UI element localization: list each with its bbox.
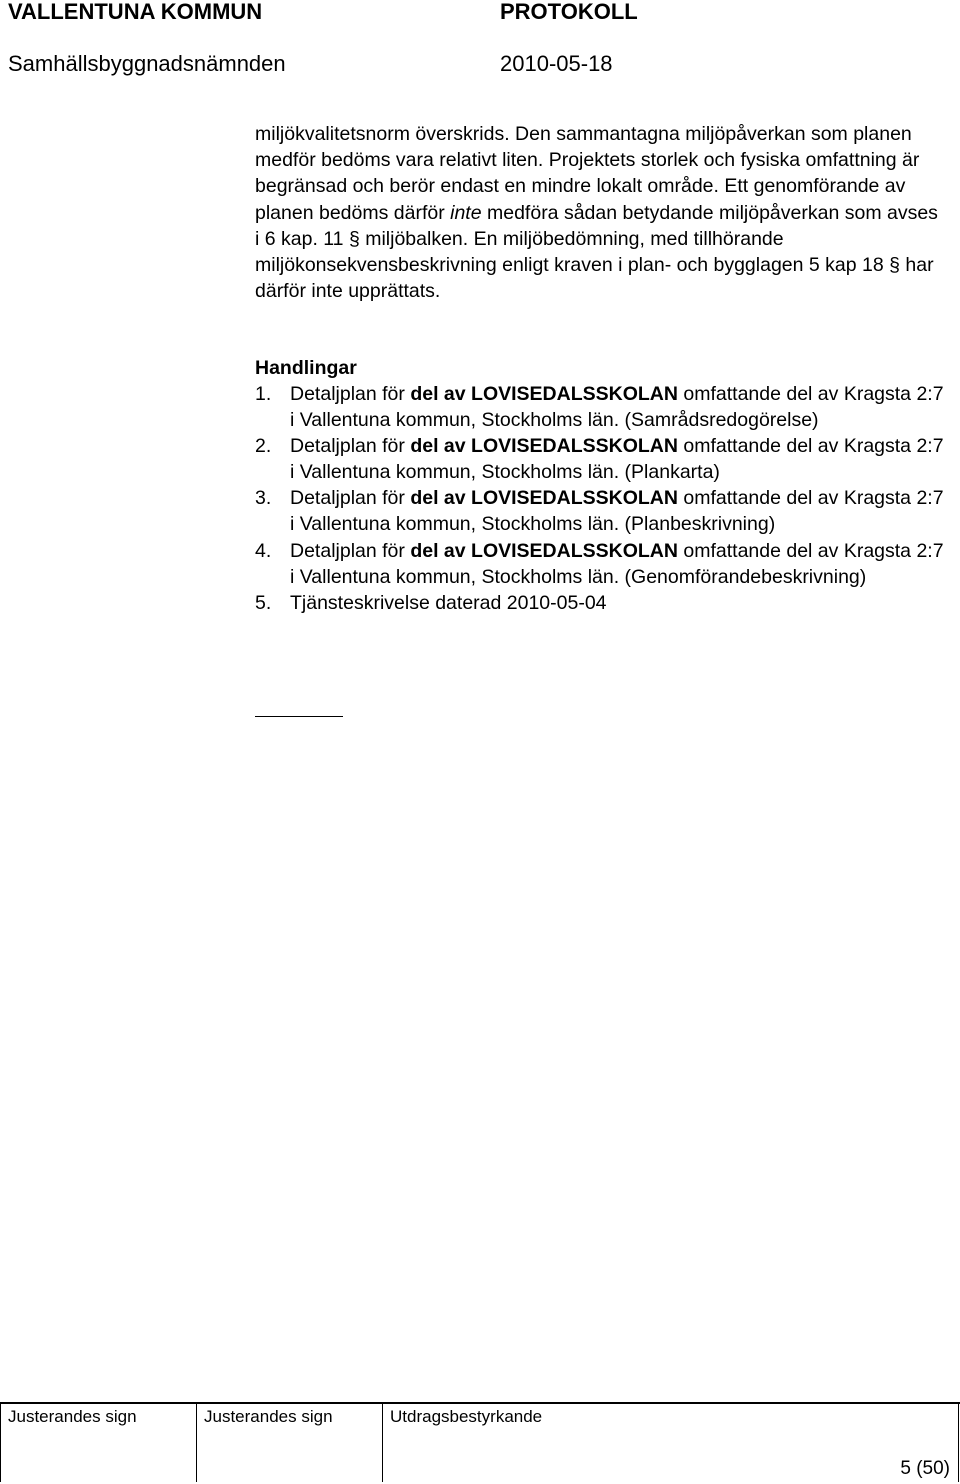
list-item-text: omfattande del av Kragsta 2:7 i Vallentuna kommun, Stockholms län. (Plankarta) — [290, 435, 944, 484]
extract-certification-label: Utdragsbestyrkande — [390, 1407, 543, 1426]
paragraph-emphasis: inte — [450, 201, 482, 224]
list-item-number: 1. — [255, 383, 272, 405]
list-item-text: Detaljplan för — [290, 539, 411, 562]
list-item-bold-text: del av LOVISEDALSSKOLAN — [410, 539, 678, 562]
list-item-bold-text: del av LOVISEDALSSKOLAN — [410, 435, 678, 458]
list-item-bold-text: del av LOVISEDALSSKOLAN — [410, 383, 678, 405]
separator-rule — [255, 716, 343, 717]
signature-label-2: Justerandes sign — [204, 1407, 333, 1426]
list-item-number: 5. — [255, 591, 272, 614]
list-item — [255, 538, 945, 590]
committee-name: Samhällsbyggnadsnämnden — [8, 51, 286, 76]
list-item-number: 3. — [255, 487, 272, 510]
municipality-name: VALLENTUNA KOMMUN — [8, 0, 263, 24]
list-item-number: 4. — [255, 539, 272, 562]
list-item-text: omfattande del av Kragsta 2:7 i Vallentuna kommun, Stockholms län. (Planbeskrivning) — [290, 487, 944, 536]
footer-cell — [196, 1404, 197, 1482]
list-item-text: omfattande del av Kragsta 2:7 i Vallentuna kommun, Stockholms län. (Samrådsredogörelse) — [290, 383, 944, 432]
footer-cell — [958, 1404, 959, 1482]
list-item — [255, 381, 945, 433]
page-number: 5 (50) — [900, 1458, 950, 1479]
paragraph-text-part: miljökvalitetsnorm överskrids. Den sammantagna miljöpåverkan som planen medför bedöms vara relativt liten. Projektets storlek och fysiska omfattning är begränsad och berör endast en mindre lokalt område. Ett genomförande av planen bedöms därför — [255, 123, 920, 224]
footer-cell — [0, 1404, 1, 1482]
document-type: PROTOKOLL — [500, 0, 638, 24]
section-heading-handlingar: Handlingar — [255, 357, 357, 379]
list-item-text: Detaljplan för — [290, 435, 411, 458]
list-item-text: Tjänsteskrivelse daterad 2010-05-04 — [290, 591, 607, 614]
paragraph-text-part: medföra sådan betydande miljöpåverkan som avses i 6 kap. 11 § miljöbalken. En miljöbedömning, med tillhörande miljökonsekvensbeskrivning enligt kraven i plan- och bygglagen 5 kap 18 § har därför inte upprättats. — [255, 201, 938, 303]
list-item — [255, 433, 945, 485]
list-item — [255, 485, 945, 537]
list-item-bold-text: del av LOVISEDALSSKOLAN — [410, 487, 678, 510]
meeting-date: 2010-05-18 — [500, 51, 613, 76]
list-item-text: omfattande del av Kragsta 2:7 i Vallentuna kommun, Stockholms län. (Genomförandebeskrivning) — [290, 539, 944, 588]
list-item-text: Detaljplan för — [290, 487, 411, 510]
list-item-number: 2. — [255, 435, 272, 458]
list-item — [255, 590, 945, 616]
signature-footer — [0, 1402, 960, 1484]
list-item-text: Detaljplan för — [290, 383, 411, 405]
documents-list — [255, 381, 945, 616]
footer-cell — [382, 1404, 383, 1482]
signature-label-1: Justerandes sign — [8, 1407, 137, 1426]
body-paragraph — [255, 121, 945, 304]
